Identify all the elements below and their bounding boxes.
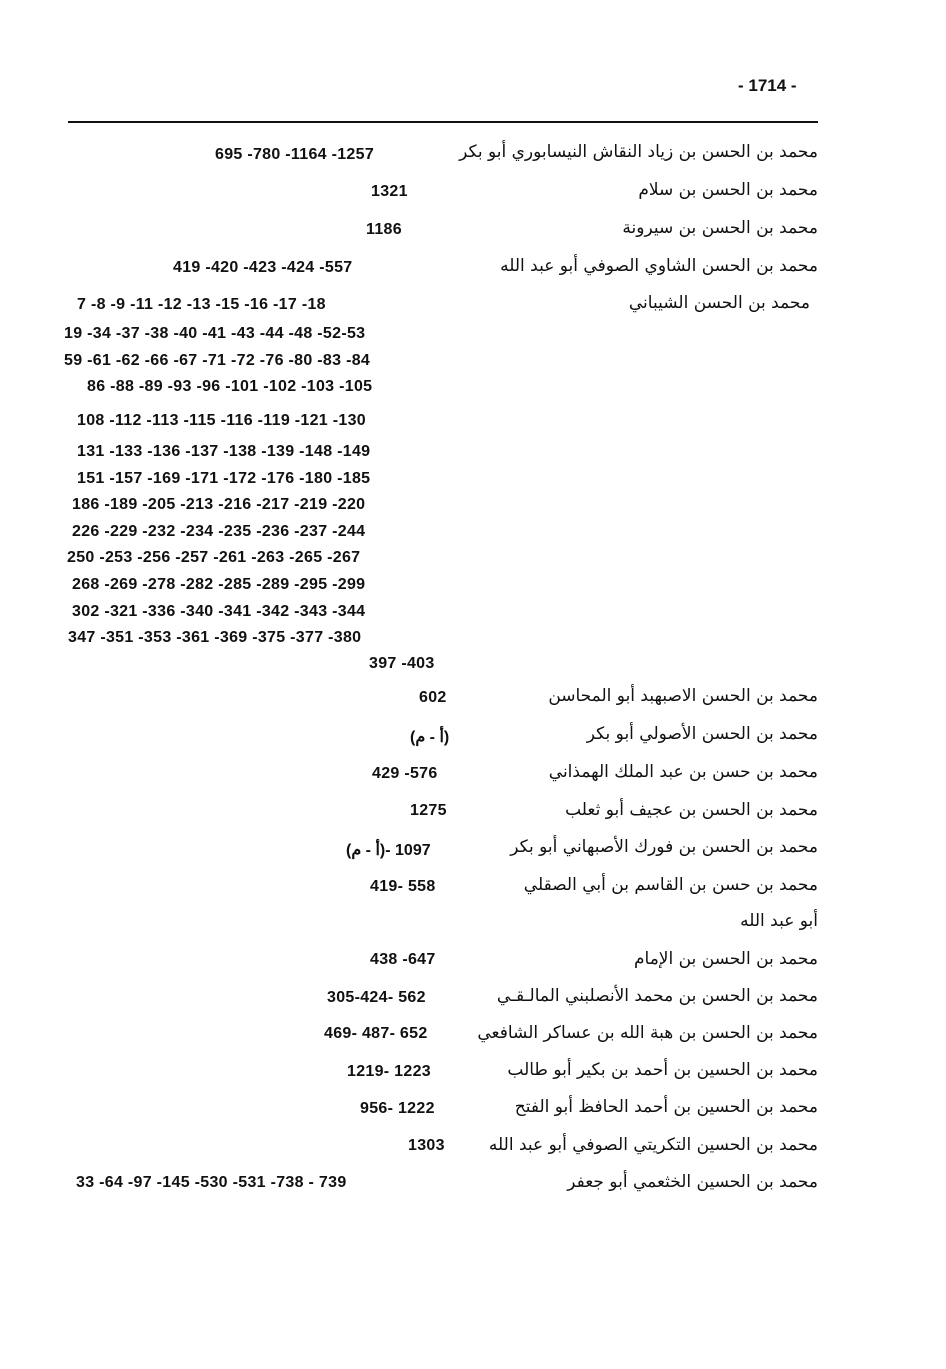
entry-refs: 956- 1222 (360, 1100, 435, 1117)
entry-name: محمد بن الحسن بن سلام (638, 180, 818, 200)
entry-refs-line: 108 -112 -113 -115 -116 -119 -121 -130 (77, 412, 366, 429)
entry-name: أبو عبد الله (740, 911, 818, 931)
entry-refs-line: 347 -351 -353 -361 -369 -375 -377 -380 (68, 629, 362, 646)
entry-refs-line: 302 -321 -336 -340 -341 -342 -343 -344 (72, 603, 366, 620)
entry-name: محمد بن حسن بن القاسم بن أبي الصقلي (523, 875, 818, 895)
entry-refs: 305-424- 562 (327, 989, 426, 1006)
entry-refs: 469- 487- 652 (324, 1025, 428, 1042)
entry-refs-line: 186 -189 -205 -213 -216 -217 -219 -220 (72, 496, 366, 513)
entry-refs-line: 86 -88 -89 -93 -96 -101 -102 -103 -105 (87, 378, 373, 395)
entry-refs-line: 397 -403 (369, 655, 435, 672)
entry-name: محمد بن الحسن بن زياد النقاش النيسابوري أبو بكر (459, 142, 818, 162)
entry-refs-line: 7 -8 -9 -11 -12 -13 -15 -16 -17 -18 (77, 296, 326, 313)
entry-name: محمد بن الحسن بن سيرونة (622, 218, 818, 238)
entry-name: محمد بن الحسن بن هبة الله بن عساكر الشافعي (477, 1023, 818, 1043)
entry-refs: 1186 (366, 221, 402, 238)
entry-refs: (أ - م) (410, 729, 450, 746)
entry-refs-line: 19 -34 -37 -38 -40 -41 -43 -44 -48 -52-53 (64, 325, 366, 342)
entry-refs-line: 226 -229 -232 -234 -235 -236 -237 -244 (72, 523, 366, 540)
entry-refs-line: 268 -269 -278 -282 -285 -289 -295 -299 (72, 576, 366, 593)
entry-name: محمد بن الحسن بن عجيف أبو ثعلب (565, 800, 818, 820)
entry-refs: 419 -420 -423 -424 -557 (173, 259, 353, 276)
entry-refs-line: 250 -253 -256 -257 -261 -263 -265 -267 (67, 549, 361, 566)
entry-name: محمد بن الحسن الاصبهبد أبو المحاسن (548, 686, 818, 706)
entry-refs: 1219- 1223 (347, 1063, 431, 1080)
entry-refs: 33 -64 -97 -145 -530 -531 -738 - 739 (76, 1174, 347, 1191)
entry-refs: 1321 (371, 183, 408, 200)
entry-refs-line: 59 -61 -62 -66 -67 -71 -72 -76 -80 -83 -84 (64, 352, 371, 369)
entry-refs: 429 -576 (372, 765, 438, 782)
entry-refs-line: 151 -157 -169 -171 -172 -176 -180 -185 (77, 470, 371, 487)
entry-name: محمد بن الحسن الأصولي أبو بكر (586, 724, 818, 744)
entry-refs: (أ - م)- 1097 (346, 842, 431, 859)
entry-name: محمد بن الحسين بن أحمد الحافظ أبو الفتح (514, 1097, 818, 1117)
entry-name: محمد بن الحسين التكريتي الصوفي أبو عبد الله (488, 1135, 818, 1155)
page-number: - 1714 - (738, 76, 797, 95)
entry-name: محمد بن الحسن الشاوي الصوفي أبو عبد الله (500, 256, 818, 276)
entry-name: محمد بن حسن بن عبد الملك الهمذاني (548, 762, 818, 782)
entry-refs: 1275 (410, 802, 447, 819)
header-rule (68, 121, 818, 123)
entry-name: محمد بن الحسن بن محمد الأنصلبني المالـقـي (496, 986, 818, 1006)
entry-name: محمد بن الحسين بن أحمد بن بكير أبو طالب (507, 1060, 818, 1080)
entry-refs: 695 -780 -1164 -1257 (215, 146, 375, 163)
entry-name: محمد بن الحسين الخثعمي أبو جعفر (567, 1172, 818, 1192)
entry-refs-line: 131 -133 -136 -137 -138 -139 -148 -149 (77, 443, 371, 460)
entry-refs: 602 (419, 689, 447, 706)
entry-name: محمد بن الحسن بن فورك الأصبهاني أبو بكر (510, 837, 818, 857)
entry-refs: 1303 (408, 1137, 445, 1154)
entry-name: محمد بن الحسن الشيباني (628, 293, 810, 313)
entry-refs: 438 -647 (370, 951, 436, 968)
entry-refs: 419- 558 (370, 878, 436, 895)
entry-name: محمد بن الحسن بن الإمام (633, 949, 818, 969)
